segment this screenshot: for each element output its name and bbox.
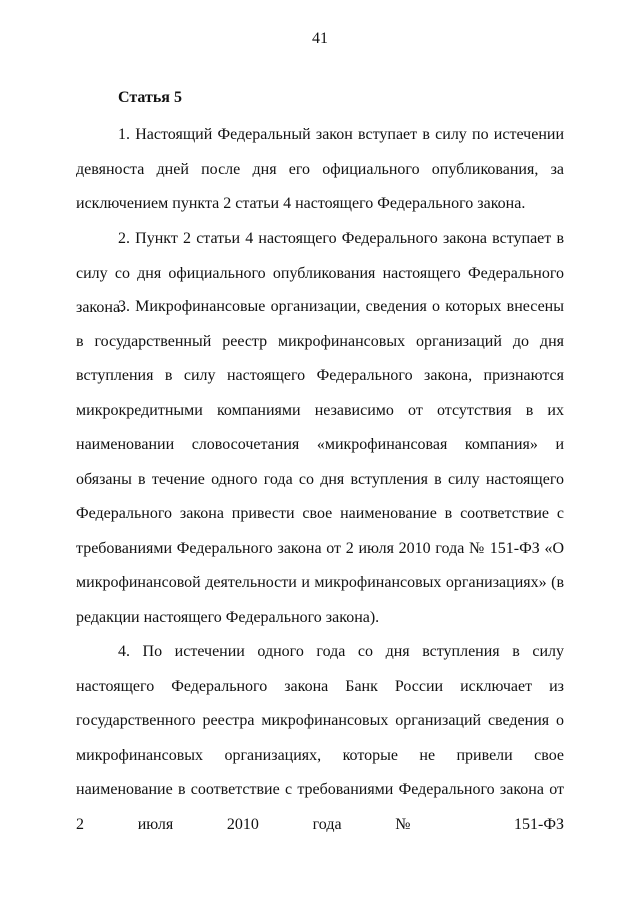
page-number: 41: [312, 30, 328, 47]
paragraph-3: 3. Микрофинансовые организации, сведения о которых внесены в государственный реестр микрофинансовых организаций до дня вступления в силу настоящего Федерального закона, признаются микрокредитными компаниями независимо от отсутствия в их наименовании словосочетания «микрофинансовая компания» и обязаны в течение одного года со дня вступления в силу настоящего Федерального закона привести свое наименование в соответствие с требованиями Федерального закона от 2 июля 2010 года № 151-ФЗ «О микрофинансовой деятельности и микрофинансовых организациях» (в редакции настоящего Федерального закона).: [76, 298, 564, 626]
paragraph-2: 2. Пункт 2 статьи 4 настоящего Федерального закона вступает в силу со дня официального опубликования настоящего Федерального закона.: [76, 230, 564, 316]
article-title: Статья 5: [118, 89, 182, 106]
paragraph-4: 4. По истечении одного года со дня вступления в силу настоящего Федерального закона Банк России исключает из государственного реестра микрофинансовых организаций сведения о микрофинансовых организациях, которые не привели свое наименование в соответствие с требованиями Федерального закона от 2 июля 2010 года № 151-ФЗ: [76, 643, 564, 833]
paragraph-1: 1. Настоящий Федеральный закон вступает в силу по истечении девяноста дней после дня его официального опубликования, за исключением пункта 2 статьи 4 настоящего Федерального закона.: [76, 126, 564, 212]
